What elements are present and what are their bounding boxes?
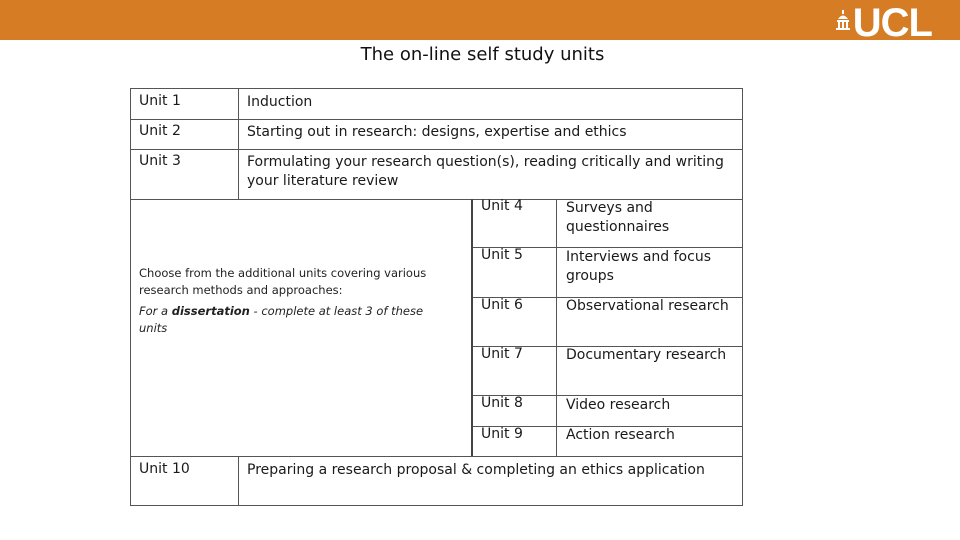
unit-label: Unit 4: [481, 198, 523, 214]
unit-label: Unit 9: [481, 426, 523, 442]
unit-description: Starting out in research: designs, expertise and ethics: [247, 124, 627, 140]
unit-description: Preparing a research proposal & completing an ethics application: [247, 462, 705, 478]
ucl-logo: [835, 1, 932, 45]
page-title: The on-line self study units: [360, 44, 605, 65]
unit-description: Video research: [566, 397, 671, 413]
row-divider: [131, 119, 742, 120]
unit-description: Surveys and questionnaires: [566, 200, 670, 235]
electives-note: Choose from the additional units covering various research methods and approaches:: [139, 266, 427, 297]
column-divider: [238, 456, 239, 505]
unit-description: Induction: [247, 94, 313, 110]
note-prefix: For a: [139, 304, 172, 318]
dissertation-note: [139, 303, 439, 337]
note-suffix: - complete at least 3 of these units: [139, 304, 424, 335]
row-divider: [131, 456, 742, 457]
unit-label: Unit 2: [139, 123, 181, 139]
row-divider: [131, 149, 742, 150]
unit-label: Unit 10: [139, 461, 190, 477]
column-divider: [471, 199, 473, 456]
unit-label: Unit 8: [481, 395, 523, 411]
unit-label: Unit 5: [481, 247, 523, 263]
unit-description: Formulating your research question(s), reading critically and writing your literature review: [247, 154, 724, 189]
units-table: [130, 88, 743, 506]
logo-wordmark: UCL: [852, 1, 932, 45]
unit-label: Unit 3: [139, 153, 181, 169]
unit-description: Documentary research: [566, 347, 727, 363]
unit-description: Interviews and focus groups: [566, 249, 711, 284]
unit-label: Unit 7: [481, 346, 523, 362]
column-divider: [556, 199, 557, 456]
header-bar: [0, 0, 960, 45]
unit-label: Unit 1: [139, 93, 181, 109]
electives-instructions: [139, 265, 439, 337]
note-emphasis: dissertation: [171, 304, 250, 318]
unit-description: Action research: [566, 427, 675, 443]
column-divider: [238, 89, 239, 199]
unit-description: Observational research: [566, 298, 729, 314]
portico-crest-icon: [835, 10, 851, 30]
unit-label: Unit 6: [481, 297, 523, 313]
